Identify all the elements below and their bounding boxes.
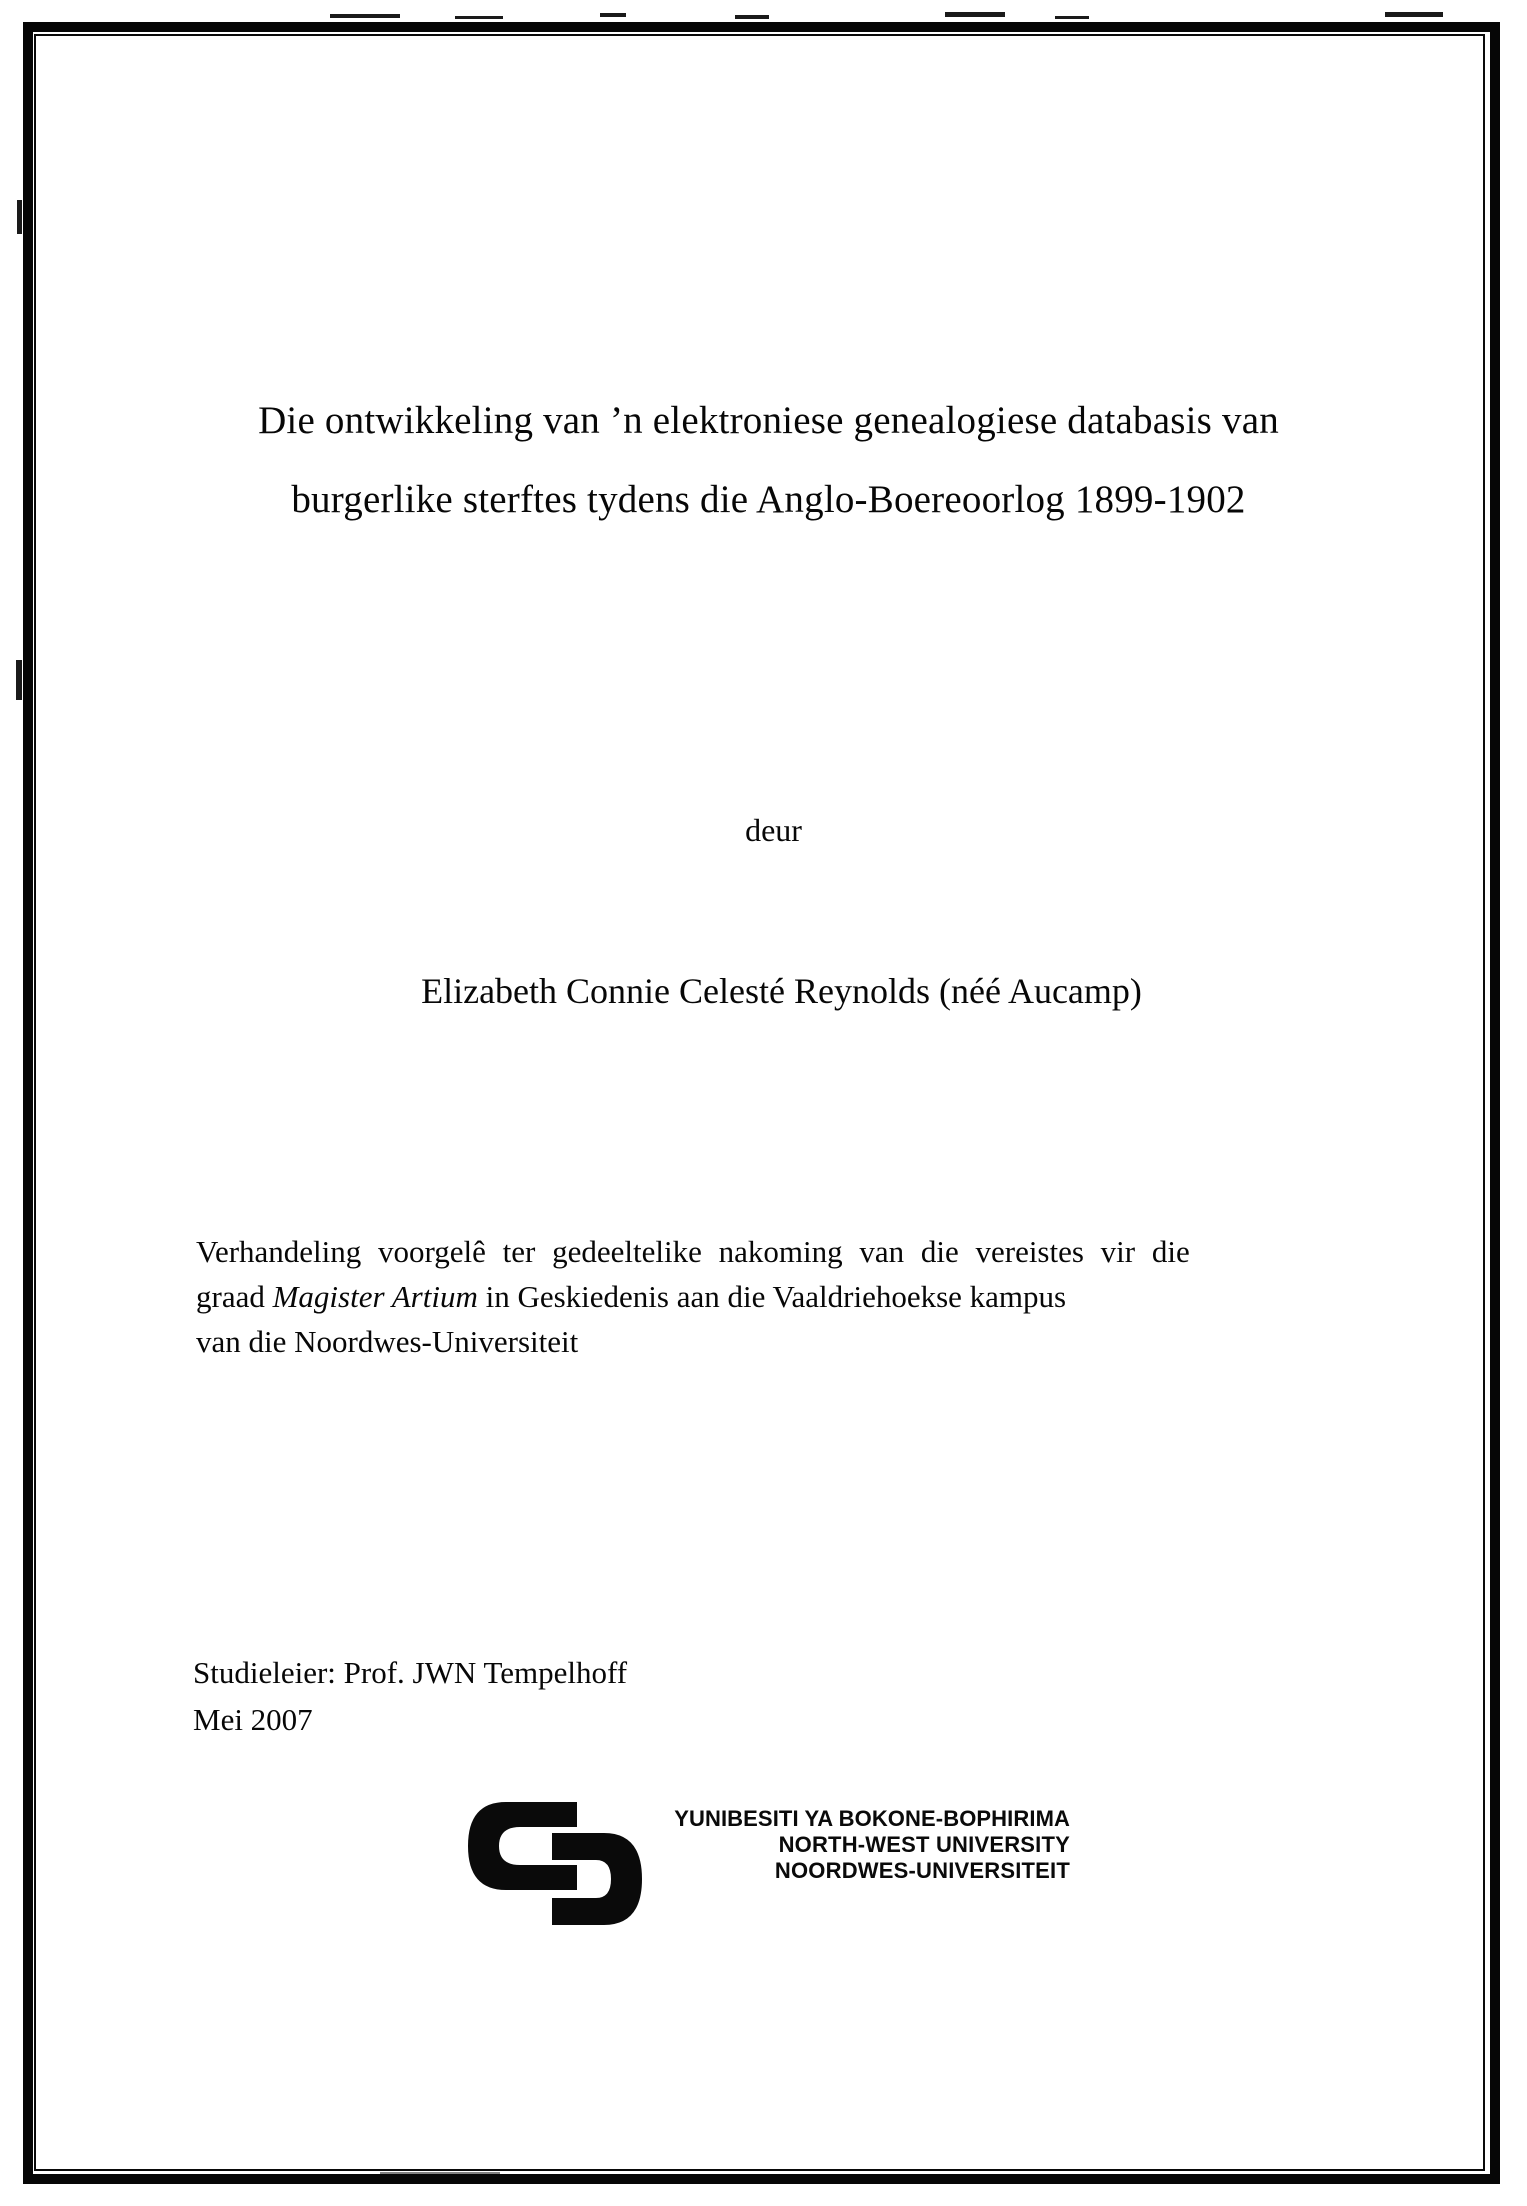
byline-deur: deur	[745, 812, 802, 848]
scan-artifact	[16, 660, 22, 700]
degree-statement-line-2-prefix: graad	[196, 1279, 273, 1314]
university-wordmark	[590, 1806, 1070, 1884]
thesis-title-line-2: burgerlike sterftes tydens die Anglo-Boereoorlog 1899-1902	[291, 478, 1246, 521]
university-wordmark-afrikaans: NOORDWES-UNIVERSITEIT	[774, 1858, 1070, 1883]
degree-statement-line-2	[196, 1274, 1340, 1319]
degree-statement	[196, 1229, 1340, 1364]
scan-artifact	[1055, 16, 1089, 19]
degree-statement-line-2-suffix: in Geskiedenis aan die Vaaldriehoekse kampus	[477, 1279, 1067, 1314]
scan-artifact	[330, 14, 400, 18]
author-name: Elizabeth Connie Celesté Reynolds (néé Aucamp)	[421, 971, 1142, 1011]
date-line: Mei 2007	[193, 1702, 313, 1737]
scan-artifact	[735, 15, 769, 19]
university-wordmark-english: NORTH-WEST UNIVERSITY	[778, 1832, 1070, 1857]
degree-statement-line-3: van die Noordwes-Universiteit	[196, 1324, 579, 1359]
university-wordmark-setswana: YUNIBESITI YA BOKONE-BOPHIRIMA	[674, 1806, 1070, 1831]
scan-artifact	[455, 16, 503, 19]
degree-name-italic: Magister Artium	[272, 1279, 478, 1314]
scan-artifact	[600, 13, 626, 17]
degree-statement-line-1: Verhandeling voorgelê ter gedeeltelike nakoming van die vereistes vir die	[196, 1234, 1190, 1269]
supervisor-line: Studieleier: Prof. JWN Tempelhoff	[193, 1655, 628, 1690]
thesis-title-line-1: Die ontwikkeling van ’n elektroniese genealogiese databasis van	[258, 399, 1279, 442]
scan-artifact	[17, 200, 22, 234]
scan-artifact	[945, 12, 1005, 17]
scan-artifact	[1385, 12, 1443, 17]
